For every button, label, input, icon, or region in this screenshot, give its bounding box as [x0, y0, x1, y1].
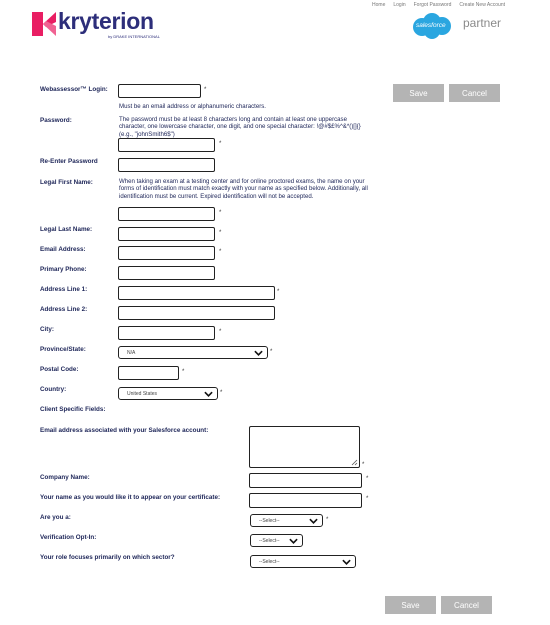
sf-email-label: Email address associated with your Salesforce account: [40, 427, 209, 434]
password-label: Password: [40, 117, 72, 124]
logo-subtext: by DRAKE INTERNATIONAL [108, 34, 160, 39]
logo-text: kryterion [58, 8, 154, 34]
postal-required-mark: * [182, 369, 185, 375]
are-you-value: --Select-- [259, 518, 280, 524]
sector-select[interactable] [250, 555, 356, 568]
login-hint: Must be an email address or alphanumeric characters. [119, 103, 266, 110]
reenter-password-input[interactable] [118, 158, 215, 172]
city-label: City: [40, 326, 54, 333]
first-name-hint: When taking an exam at a testing center and for online proctored exams, the name on your forms of identification must match exactly with your name as specified below. Additionally, all identification must be current. Expired identification will not be accepted. [119, 178, 368, 200]
login-link[interactable]: Login [393, 2, 406, 8]
cert-name-required-mark: * [366, 496, 369, 502]
top-nav [372, 2, 505, 8]
login-label: Webassessor™ Login: [40, 86, 108, 93]
save-button-bottom[interactable]: Save [385, 596, 436, 614]
phone-label: Primary Phone: [40, 266, 87, 273]
kryterion-logo[interactable] [32, 10, 172, 42]
kryterion-mark-icon [32, 12, 56, 36]
country-select[interactable] [118, 387, 218, 400]
client-fields-label: Client Specific Fields: [40, 406, 106, 413]
cancel-button-top[interactable]: Cancel [449, 84, 500, 102]
city-input[interactable] [118, 326, 215, 340]
country-value: United States [127, 391, 158, 397]
company-label: Company Name: [40, 474, 90, 481]
login-input[interactable] [118, 84, 201, 98]
province-select[interactable] [118, 346, 268, 359]
sf-email-required-mark: * [362, 462, 365, 468]
last-name-input[interactable] [118, 227, 215, 241]
postal-label: Postal Code: [40, 366, 79, 373]
are-you-required-mark: * [326, 517, 329, 523]
forgot-password-link[interactable]: Forgot Password [413, 2, 452, 8]
reenter-password-label: Re-Enter Password [40, 158, 98, 165]
sector-value: --Select-- [259, 559, 280, 565]
optin-label: Verification Opt-In: [40, 534, 97, 541]
province-required-mark: * [270, 349, 273, 355]
optin-select[interactable] [250, 534, 303, 547]
first-name-label: Legal First Name: [40, 179, 93, 186]
are-you-select[interactable] [250, 514, 323, 527]
email-required-mark: * [219, 249, 222, 255]
chevron-down-icon [254, 349, 263, 357]
save-button-top[interactable]: Save [393, 84, 444, 102]
address2-label: Address Line 2: [40, 306, 88, 313]
sector-label: Your role focuses primarily on which sector? [40, 554, 175, 561]
password-hint: The password must be at least 8 characters long and contain at least one uppercase character, one lowercase character, one digit, and one special character: !@#$£%^&*()[]{} (e.g., "johnSmith6$") [119, 116, 361, 138]
company-input[interactable] [249, 473, 362, 488]
address2-input[interactable] [118, 306, 275, 320]
first-name-input[interactable] [118, 207, 215, 221]
country-label: Country: [40, 386, 67, 393]
resize-handle-icon[interactable] [351, 459, 358, 466]
create-account-link[interactable]: Create New Account [459, 2, 505, 8]
email-label: Email Address: [40, 246, 86, 253]
salesforce-cloud-icon [410, 12, 454, 40]
email-input[interactable] [118, 246, 215, 260]
address1-required-mark: * [277, 289, 280, 295]
are-you-label: Are you a: [40, 514, 71, 521]
chevron-down-icon [289, 537, 298, 545]
province-value: N/A [127, 350, 136, 356]
password-required-mark: * [219, 141, 222, 147]
chevron-down-icon [204, 390, 213, 398]
last-name-label: Legal Last Name: [40, 226, 93, 233]
first-name-required-mark: * [219, 210, 222, 216]
province-label: Province/State: [40, 346, 86, 353]
partner-text: partner [463, 16, 502, 30]
home-link[interactable]: Home [372, 2, 386, 8]
last-name-required-mark: * [219, 230, 222, 236]
login-required-mark: * [204, 87, 207, 93]
city-required-mark: * [219, 329, 222, 335]
phone-input[interactable] [118, 266, 215, 280]
cert-name-label: Your name as you would like it to appear on your certificate: [40, 494, 221, 501]
cert-name-input[interactable] [249, 493, 362, 508]
address1-label: Address Line 1: [40, 286, 88, 293]
salesforce-badge-text: salesforce [416, 22, 446, 29]
optin-value: --Select-- [259, 538, 280, 544]
postal-input[interactable] [118, 366, 179, 380]
password-input[interactable] [118, 138, 215, 152]
country-required-mark: * [220, 390, 223, 396]
chevron-down-icon [309, 517, 318, 525]
cancel-button-bottom[interactable]: Cancel [441, 596, 492, 614]
address1-input[interactable] [118, 286, 275, 300]
sf-email-textarea[interactable] [249, 426, 360, 468]
chevron-down-icon [342, 558, 351, 566]
company-required-mark: * [366, 476, 369, 482]
